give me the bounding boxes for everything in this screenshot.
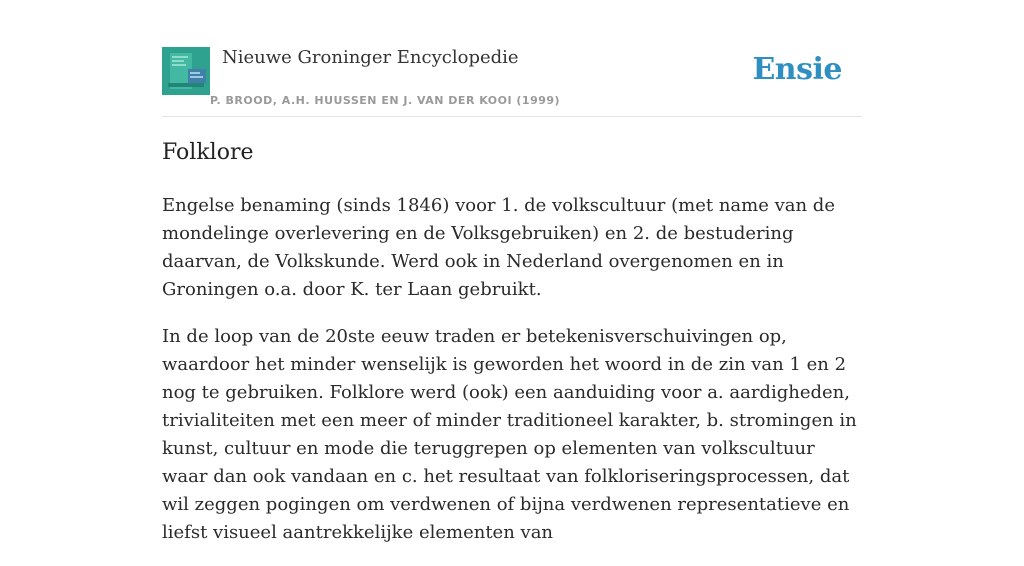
article-body bbox=[162, 192, 862, 566]
article-paragraph: In de loop van de 20ste eeuw traden er betekenisverschuivingen op, waardoor het minder wenselijk is geworden het woord in de zin van 1 en 2 nog te gebruiken. Folklore werd (ook) een aanduiding voor a. aardigheden, trivialiteiten met een meer of minder traditioneel karakter, b. stromingen in kunst, cultuur en mode die teruggrepen op elementen van volkscultuur waar dan ook vandaan en c. het resultaat van folkloriseringsprocessen, dat wil zeggen pogingen om verdwenen of bijna verdwenen representatieve en liefst visueel aantrekkelijke elementen van bbox=[162, 326, 857, 543]
book-header bbox=[162, 44, 862, 117]
book-authors: P. BROOD, A.H. HUUSSEN EN J. VAN DER KOOI (1999) bbox=[210, 94, 561, 107]
article-paragraph: Engelse benaming (sinds 1846) voor 1. de volkscultuur (met name van de mondelinge overlevering en de Volksgebruiken) en 2. de bestudering daarvan, de Volkskunde. Werd ook in Nederland overgenomen en in Groningen o.a. door K. ter Laan gebruikt. bbox=[162, 195, 835, 300]
book-cover-icon[interactable] bbox=[162, 47, 210, 95]
ensie-logo[interactable]: Ensie bbox=[752, 52, 842, 87]
article-title: Folklore bbox=[162, 140, 254, 165]
book-title[interactable]: Nieuwe Groninger Encyclopedie bbox=[222, 47, 519, 68]
